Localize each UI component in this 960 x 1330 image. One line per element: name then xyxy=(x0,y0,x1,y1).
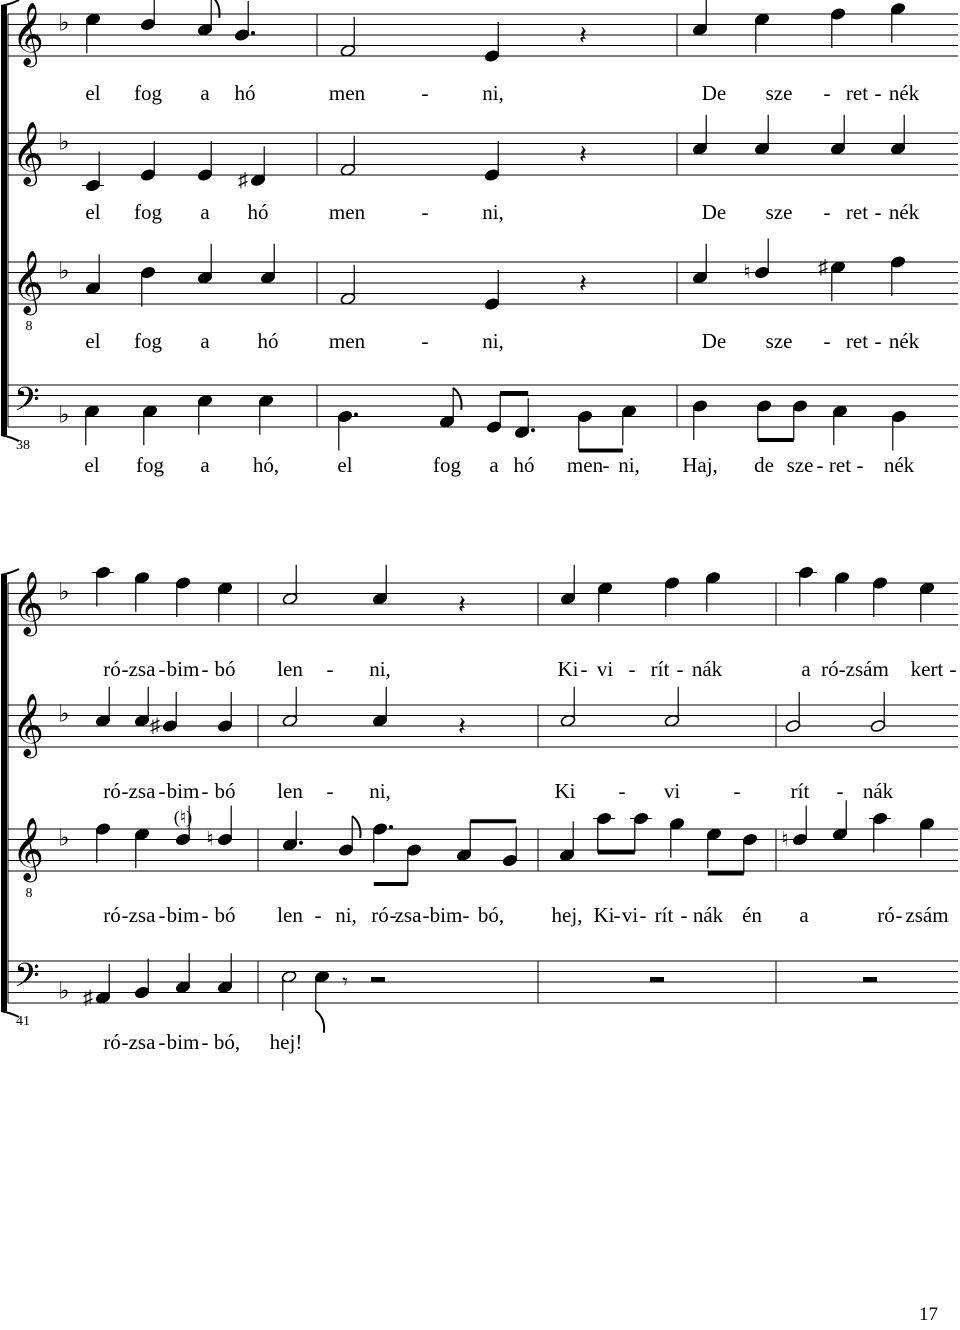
lyric-line xyxy=(103,903,948,927)
lyric-syllable: sze xyxy=(765,200,793,224)
lyric-syllable: len xyxy=(277,657,303,681)
lyric-syllable: ró-zsám xyxy=(821,657,889,681)
quarter-rest-icon: 𝄽 xyxy=(579,140,587,169)
lyric-syllable: sze xyxy=(765,81,793,105)
eighth-flag xyxy=(352,816,360,838)
lyric-syllable: - xyxy=(201,1030,209,1054)
eighth-flag xyxy=(211,0,219,18)
lyric-syllable: De xyxy=(701,329,727,353)
lyric-syllable: - xyxy=(823,329,831,353)
lyric-syllable: bim xyxy=(166,1030,200,1054)
lyric-syllable: el xyxy=(84,453,100,477)
lyric-syllable: ró xyxy=(877,903,895,927)
lyric-syllable: bim xyxy=(166,779,200,803)
lyric-line xyxy=(103,1030,302,1054)
treble-clef-icon: 𝄞 xyxy=(12,2,44,65)
eighth-flag xyxy=(316,1011,324,1033)
lyric-syllable: - xyxy=(201,779,209,803)
lyric-syllable: len xyxy=(277,903,303,927)
whole-rest-icon xyxy=(863,977,877,982)
lyric-syllable: - xyxy=(121,657,129,681)
treble-clef-icon: 𝄞 xyxy=(12,693,44,756)
lyric-syllable: - xyxy=(816,453,824,477)
lyric-syllable: - xyxy=(421,200,429,224)
lyric-syllable: men xyxy=(566,453,604,477)
whole-rest-icon xyxy=(650,977,664,982)
natural-icon: ♮ xyxy=(743,261,751,284)
lyric-syllable: - xyxy=(823,81,831,105)
lyric-syllable: ret xyxy=(845,200,869,224)
lyric-syllable: ni, xyxy=(369,657,391,681)
lyric-syllable: nék xyxy=(888,81,920,105)
system-bracket xyxy=(1,6,7,435)
measure-number: 38 xyxy=(16,438,30,453)
augmentation-dot xyxy=(299,841,303,845)
lyric-syllable: zsa xyxy=(128,657,156,681)
lyric-line xyxy=(85,329,919,353)
lyric-syllable: - xyxy=(823,200,831,224)
lyric-syllable: ró xyxy=(103,657,121,681)
lyric-syllable: Ki xyxy=(554,779,576,803)
lyric-syllable: el xyxy=(85,81,101,105)
lyric-syllable: rít xyxy=(654,903,674,927)
lyric-syllable: ni, xyxy=(482,81,504,105)
lyric-syllable: a xyxy=(200,200,210,224)
lyric-syllable: ni, xyxy=(618,453,640,477)
lyric-syllable: - xyxy=(874,200,882,224)
lyric-syllable: ret xyxy=(845,329,869,353)
lyric-syllable: én xyxy=(742,903,762,927)
treble-clef-icon: 𝄞 xyxy=(12,571,44,634)
lyric-syllable: hó xyxy=(513,453,535,477)
lyric-syllable: nák xyxy=(862,779,894,803)
lyric-syllable: el xyxy=(337,453,353,477)
quarter-rest-icon: 𝄽 xyxy=(458,590,466,619)
lyric-syllable: Ki xyxy=(593,903,615,927)
lyric-syllable: - xyxy=(874,81,882,105)
lyric-syllable: men xyxy=(328,81,366,105)
lyric-syllable: hó xyxy=(247,200,269,224)
lyric-syllable: hó, xyxy=(252,453,280,477)
lyric-syllable: zsa xyxy=(128,779,156,803)
lyric-syllable: - xyxy=(628,657,636,681)
lyric-syllable: ró xyxy=(371,903,389,927)
augmentation-dot xyxy=(389,825,393,829)
treble-clef-icon: 𝄞 xyxy=(12,121,44,184)
lyric-syllable: De xyxy=(701,200,727,224)
lyric-syllable: a xyxy=(200,453,210,477)
treble-clef-icon: 𝄞 xyxy=(12,250,44,313)
lyric-syllable: el xyxy=(85,329,101,353)
staff xyxy=(8,239,958,354)
lyric-syllable: - xyxy=(680,903,688,927)
lyric-syllable: Ki xyxy=(557,657,579,681)
staff xyxy=(8,565,958,681)
lyric-syllable: de xyxy=(754,453,774,477)
lyric-syllable: - xyxy=(618,779,626,803)
system-bracket xyxy=(1,575,7,1011)
augmentation-dot xyxy=(251,31,255,35)
key-flat-icon: ♭ xyxy=(58,402,70,429)
lyric-syllable: a xyxy=(489,453,499,477)
lyric-syllable: - xyxy=(326,657,334,681)
lyric-syllable: - xyxy=(613,903,621,927)
editorial-natural-icon: (♮) xyxy=(173,807,193,827)
lyric-syllable: hej, xyxy=(551,903,583,927)
key-flat-icon: ♭ xyxy=(58,258,70,285)
augmentation-dot xyxy=(354,413,358,417)
augmentation-dot xyxy=(531,428,535,432)
lyric-syllable: ret xyxy=(828,453,852,477)
lyric-line xyxy=(85,200,919,224)
lyric-syllable: hej! xyxy=(269,1030,303,1054)
lyric-syllable: ret xyxy=(845,81,869,105)
key-flat-icon: ♭ xyxy=(58,10,70,37)
measure-number: 41 xyxy=(16,1014,30,1029)
natural-icon: ♮ xyxy=(206,828,214,851)
lyric-syllable: zsa xyxy=(128,1030,156,1054)
lyric-syllable: - xyxy=(158,657,166,681)
lyric-syllable: nék xyxy=(888,200,920,224)
lyric-syllable: De xyxy=(701,81,727,105)
lyric-syllable: fog xyxy=(134,200,162,224)
lyric-syllable: vi xyxy=(663,779,681,803)
lyric-syllable: hó xyxy=(257,329,279,353)
lyric-syllable: a xyxy=(799,903,809,927)
sharp-icon: ♯ xyxy=(818,256,828,279)
lyric-syllable: sze xyxy=(765,329,793,353)
natural-icon: ♮ xyxy=(781,828,789,851)
lyric-syllable: - xyxy=(462,903,470,927)
quarter-rest-icon: 𝄽 xyxy=(579,21,587,50)
lyric-syllable: a xyxy=(200,81,210,105)
lyric-syllable: men xyxy=(328,200,366,224)
lyric-syllable: vi xyxy=(621,903,639,927)
lyric-syllable: ni, xyxy=(335,903,357,927)
lyric-syllable: nék xyxy=(888,329,920,353)
lyric-syllable: men xyxy=(328,329,366,353)
lyric-syllable: - xyxy=(580,657,588,681)
lyric-syllable: bó xyxy=(214,657,236,681)
lyric-syllable: Haj, xyxy=(682,453,718,477)
eighth-flag xyxy=(453,388,461,410)
lyric-syllable: - xyxy=(158,1030,166,1054)
lyric-syllable: el xyxy=(85,200,101,224)
lyric-syllable: bó xyxy=(214,903,236,927)
lyric-syllable: fog xyxy=(433,453,461,477)
lyric-syllable: rít xyxy=(790,779,810,803)
lyric-syllable: - xyxy=(639,903,647,927)
lyric-syllable: - xyxy=(421,329,429,353)
lyric-syllable: - xyxy=(949,657,957,681)
lyric-syllable: - xyxy=(121,903,129,927)
lyric-syllable: ni, xyxy=(369,779,391,803)
staff xyxy=(8,800,958,927)
lyric-syllable: fog xyxy=(134,329,162,353)
lyric-syllable: a xyxy=(801,657,811,681)
lyric-syllable: a xyxy=(200,329,210,353)
lyric-syllable: zsám xyxy=(905,903,949,927)
page-number: 17 xyxy=(919,1304,938,1325)
lyric-syllable: bó xyxy=(214,779,236,803)
lyric-syllable: - xyxy=(326,779,334,803)
lyric-syllable: - xyxy=(389,903,397,927)
lyric-syllable: ró xyxy=(103,779,121,803)
lyric-syllable: ni, xyxy=(482,200,504,224)
lyric-line xyxy=(103,779,893,803)
staff xyxy=(8,687,958,803)
lyric-syllable: zsa xyxy=(394,903,422,927)
lyric-syllable: - xyxy=(121,779,129,803)
lyric-syllable: ni, xyxy=(482,329,504,353)
key-flat-icon: ♭ xyxy=(58,825,70,852)
lyric-syllable: bim xyxy=(166,903,200,927)
lyric-syllable: zsa xyxy=(128,903,156,927)
quarter-rest-icon: 𝄽 xyxy=(579,269,587,298)
key-flat-icon: ♭ xyxy=(58,701,70,728)
bass-clef-icon: 𝄢 xyxy=(14,957,40,1003)
lyric-syllable: rít xyxy=(650,657,670,681)
octave-8-icon: 8 xyxy=(25,319,33,334)
lyric-line xyxy=(84,453,914,477)
key-flat-icon: ♭ xyxy=(58,129,70,156)
lyric-syllable: nák xyxy=(691,657,723,681)
lyric-syllable: bim xyxy=(429,903,463,927)
lyric-line xyxy=(85,81,919,105)
lyric-syllable: - xyxy=(676,657,684,681)
lyric-syllable: bó, xyxy=(213,1030,241,1054)
lyric-syllable: - xyxy=(158,779,166,803)
lyric-syllable: - xyxy=(602,453,610,477)
lyric-syllable: - xyxy=(856,453,864,477)
lyric-syllable: kert xyxy=(910,657,944,681)
lyric-syllable: - xyxy=(895,903,903,927)
bass-clef-icon: 𝄢 xyxy=(14,381,40,427)
lyric-syllable: sze xyxy=(786,453,814,477)
staff xyxy=(8,115,958,224)
lyric-syllable: - xyxy=(314,903,322,927)
lyric-syllable: - xyxy=(201,903,209,927)
lyric-syllable: nék xyxy=(883,453,915,477)
staff xyxy=(8,0,958,105)
key-flat-icon: ♭ xyxy=(58,579,70,606)
lyric-syllable: - xyxy=(158,903,166,927)
sharp-icon: ♯ xyxy=(150,715,160,737)
system-1 xyxy=(1,0,958,477)
lyric-syllable: fog xyxy=(134,81,162,105)
lyric-syllable: - xyxy=(421,81,429,105)
staff xyxy=(8,381,958,477)
lyric-syllable: len xyxy=(277,779,303,803)
sharp-icon: ♯ xyxy=(83,986,93,1009)
eighth-rest-icon: 𝄾 xyxy=(342,969,348,994)
lyric-syllable: - xyxy=(121,1030,129,1054)
lyric-syllable: hó xyxy=(234,81,256,105)
sharp-icon: ♯ xyxy=(238,169,248,192)
lyric-syllable: - xyxy=(836,779,844,803)
system-2 xyxy=(1,565,958,1054)
lyric-line xyxy=(103,657,956,681)
lyric-syllable: - xyxy=(422,903,430,927)
lyric-syllable: bó, xyxy=(477,903,505,927)
quarter-rest-icon: 𝄽 xyxy=(458,712,466,741)
lyric-syllable: - xyxy=(874,329,882,353)
lyric-syllable: - xyxy=(733,779,741,803)
whole-rest-icon xyxy=(371,977,385,982)
staff xyxy=(8,953,958,1054)
lyric-syllable: ró xyxy=(103,1030,121,1054)
lyric-syllable: bim xyxy=(166,657,200,681)
lyric-syllable: ró xyxy=(103,903,121,927)
key-flat-icon: ♭ xyxy=(58,978,70,1005)
lyric-syllable: nák xyxy=(692,903,724,927)
lyric-syllable: fog xyxy=(136,453,164,477)
treble-clef-icon: 𝄞 xyxy=(12,817,44,880)
lyric-syllable: - xyxy=(201,657,209,681)
lyric-syllable: vi xyxy=(596,657,614,681)
octave-8-icon: 8 xyxy=(25,886,33,901)
